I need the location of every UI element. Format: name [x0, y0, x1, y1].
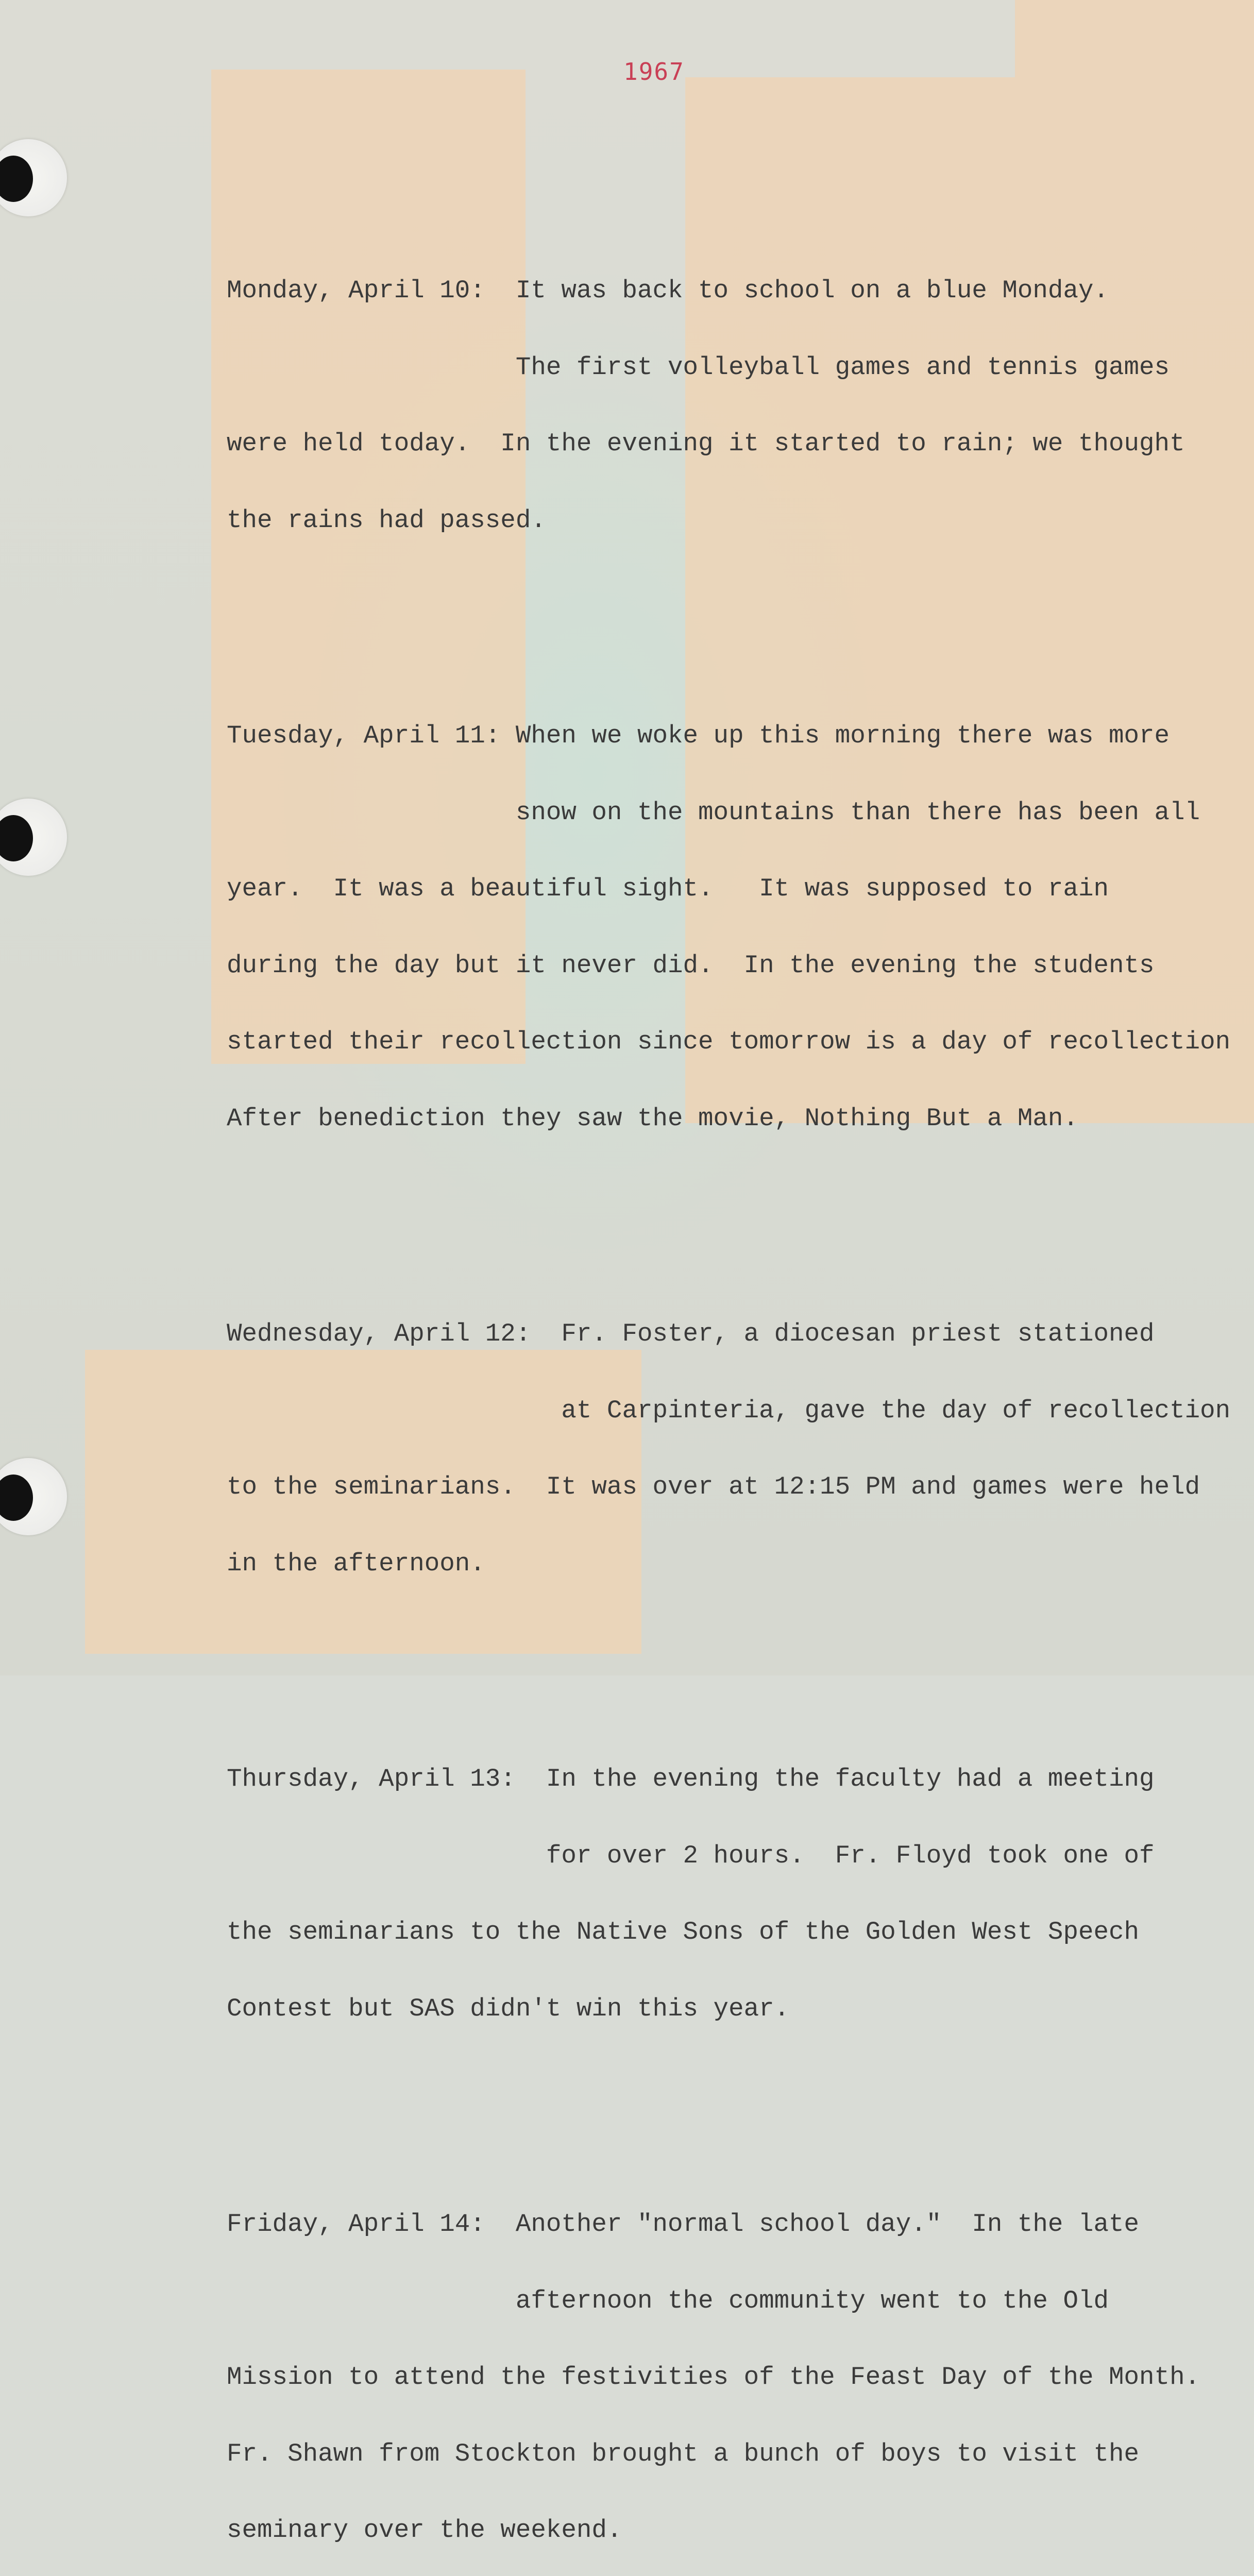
- entry-line: to the seminarians. It was over at 12:15 PM and games were held: [227, 1472, 1200, 1501]
- entry-line: year. It was a beautiful sight. It was supposed to rain: [227, 874, 1109, 903]
- entry-line: started their recollection since tomorrow is a day of recollection: [227, 1027, 1231, 1056]
- entry-line: Mission to attend the festivities of the Feast Day of the Month.: [227, 2363, 1200, 2392]
- binder-hole: [0, 139, 67, 216]
- diary-text: [227, 176, 1236, 2576]
- binder-hole: [0, 799, 67, 876]
- entry-line: Thursday, April 13: In the evening the faculty had a meeting: [227, 1765, 1155, 1793]
- entry-line: afternoon the community went to the Old: [227, 2286, 1109, 2315]
- diary-entry: [227, 227, 1236, 584]
- entry-line: Wednesday, April 12: Fr. Foster, a diocesan priest stationed: [227, 1319, 1155, 1348]
- entry-line: Fr. Shawn from Stockton brought a bunch of boys to visit the: [227, 2439, 1140, 2468]
- entry-line: Tuesday, April 11: When we woke up this morning there was more: [227, 721, 1170, 750]
- diary-entry: [227, 2161, 1236, 2576]
- entry-line: at Carpinteria, gave the day of recollection: [227, 1396, 1231, 1425]
- tape-stain: [1015, 0, 1254, 77]
- entry-line: during the day but it never did. In the evening the students: [227, 951, 1155, 980]
- diary-entry: [227, 672, 1236, 1182]
- diary-entry: [227, 1716, 1236, 2073]
- entry-line: Friday, April 14: Another "normal school day." In the late: [227, 2210, 1140, 2239]
- entry-line: Monday, April 10: It was back to school on a blue Monday.: [227, 276, 1109, 305]
- entry-line: in the afternoon.: [227, 1549, 485, 1578]
- entry-line: After benediction they saw the movie, Nothing But a Man.: [227, 1104, 1078, 1133]
- entry-line: for over 2 hours. Fr. Floyd took one of: [227, 1841, 1155, 1870]
- entry-line: the rains had passed.: [227, 505, 546, 535]
- diary-entry: [227, 1270, 1236, 1628]
- entry-line: The first volleyball games and tennis games: [227, 352, 1170, 382]
- binder-hole: [0, 1458, 67, 1535]
- entry-line: Contest but SAS didn't win this year.: [227, 1994, 790, 2023]
- entry-line: seminary over the weekend.: [227, 2516, 622, 2545]
- entry-line: the seminarians to the Native Sons of the Golden West Speech: [227, 1918, 1140, 1946]
- entry-line: were held today. In the evening it started to rain; we thought: [227, 429, 1185, 458]
- page-year: 1967: [623, 58, 685, 86]
- entry-line: snow on the mountains than there has been all: [227, 798, 1200, 827]
